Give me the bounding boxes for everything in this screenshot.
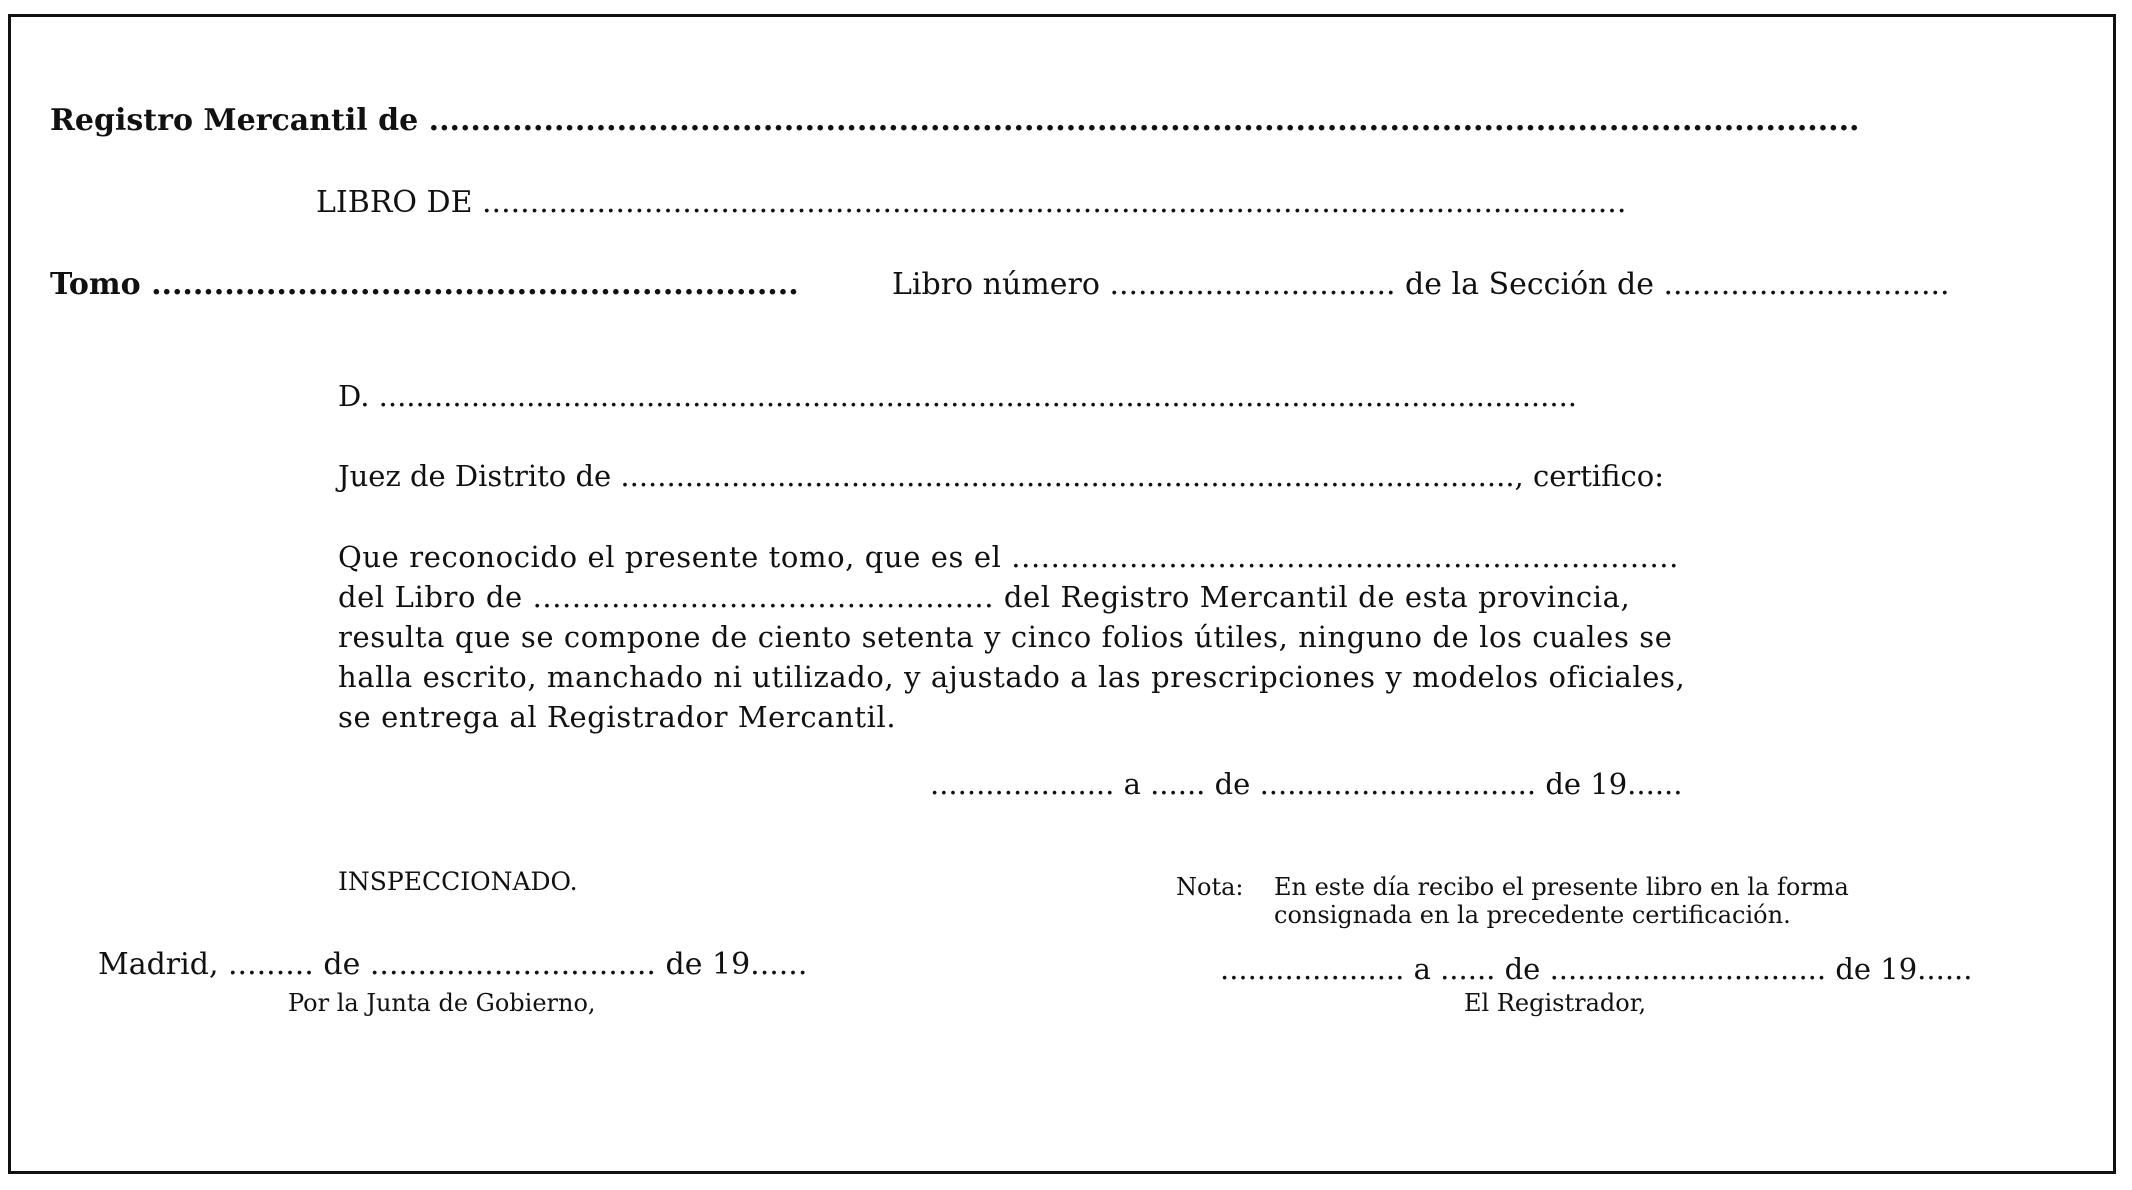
d-line: D. .................................................................................................................................. bbox=[338, 379, 1578, 413]
registrador-signature-label: El Registrador, bbox=[1464, 989, 1647, 1017]
madrid-date-line: Madrid, ......... de .............................. de 19...... bbox=[98, 947, 808, 982]
registro-mercantil-line: Registro Mercantil de ......................................................................................................................................... bbox=[50, 103, 1860, 138]
junta-signature-label: Por la Junta de Gobierno, bbox=[288, 989, 596, 1017]
paragraph-line: resulta que se compone de ciento setenta y cinco folios útiles, ninguno de los cuales se bbox=[338, 620, 1673, 654]
nota-block bbox=[1176, 873, 1849, 929]
nota-line: En este día recibo el presente libro en la forma bbox=[1274, 873, 1849, 901]
inspeccionado-label: INSPECCIONADO. bbox=[338, 867, 578, 896]
paragraph-line: Que reconocido el presente tomo, que es el .................................................................... bbox=[338, 540, 1679, 574]
nota-label: Nota: bbox=[1176, 873, 1244, 901]
tomo-line: Tomo .............................................................. bbox=[50, 267, 799, 302]
paragraph-line: del Libro de ............................................... del Registro Mercantil de esta provincia, bbox=[338, 580, 1631, 614]
place-date-line: .................... a ...... de .............................. de 19...... bbox=[930, 767, 1683, 801]
nota-line: consignada en la precedente certificación. bbox=[1274, 901, 1791, 929]
paragraph-line: halla escrito, manchado ni utilizado, y ajustado a las prescripciones y modelos oficiales, bbox=[338, 660, 1686, 694]
juez-line: Juez de Distrito de ................................................................................................., certifico: bbox=[338, 459, 1664, 493]
certification-paragraph bbox=[338, 537, 1798, 737]
registrar-date-line: .................... a ...... de .............................. de 19...... bbox=[1220, 952, 1973, 986]
libro-de-line: LIBRO DE ........................................................................................................................ bbox=[316, 185, 1627, 220]
libro-numero-line: Libro número .............................. de la Sección de .............................. bbox=[892, 267, 1950, 302]
paragraph-line: se entrega al Registrador Mercantil. bbox=[338, 700, 897, 734]
